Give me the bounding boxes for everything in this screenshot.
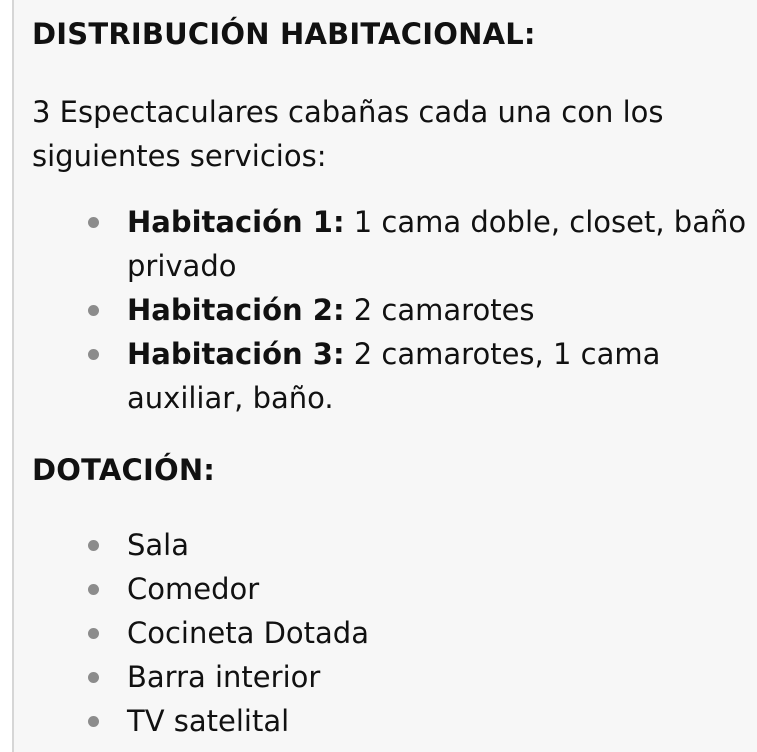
distribution-intro: 3 Espectaculares cabañas cada una con los siguientes servicios:	[32, 95, 664, 173]
bullet-icon	[88, 672, 99, 683]
equipment-item: Comedor	[127, 572, 260, 606]
equipment-list	[88, 523, 757, 743]
distribution-heading: DISTRIBUCIÓN HABITACIONAL:	[32, 17, 536, 51]
bullet-icon	[88, 584, 99, 595]
list-item	[88, 288, 757, 332]
rooms-list	[88, 200, 757, 420]
bullet-icon	[88, 540, 99, 551]
list-item	[88, 655, 757, 699]
list-item	[88, 523, 757, 567]
bullet-icon	[88, 305, 99, 316]
bullet-icon	[88, 349, 99, 360]
room-label: Habitación 3:	[127, 337, 345, 371]
list-item	[88, 567, 757, 611]
equipment-item: Cocineta Dotada	[127, 616, 369, 650]
bullet-icon	[88, 628, 99, 639]
bullet-icon	[88, 716, 99, 727]
equipment-item: TV satelital	[127, 704, 290, 738]
room-text: 2 camarotes, 1 cama auxiliar, baño.	[127, 337, 661, 415]
room-label: Habitación 2:	[127, 293, 345, 327]
room-label: Habitación 1:	[127, 205, 345, 239]
bullet-icon	[88, 217, 99, 228]
equipment-item: Barra interior	[127, 660, 321, 694]
list-item	[88, 200, 757, 288]
list-item	[88, 699, 757, 743]
equipment-item: Sala	[127, 528, 190, 562]
room-text: 1 cama doble, closet, baño privado	[127, 205, 747, 283]
equipment-heading: DOTACIÓN:	[32, 453, 216, 487]
list-item	[88, 332, 757, 420]
list-item	[88, 611, 757, 655]
room-text: 2 camarotes	[344, 293, 535, 327]
content-panel	[12, 0, 757, 752]
